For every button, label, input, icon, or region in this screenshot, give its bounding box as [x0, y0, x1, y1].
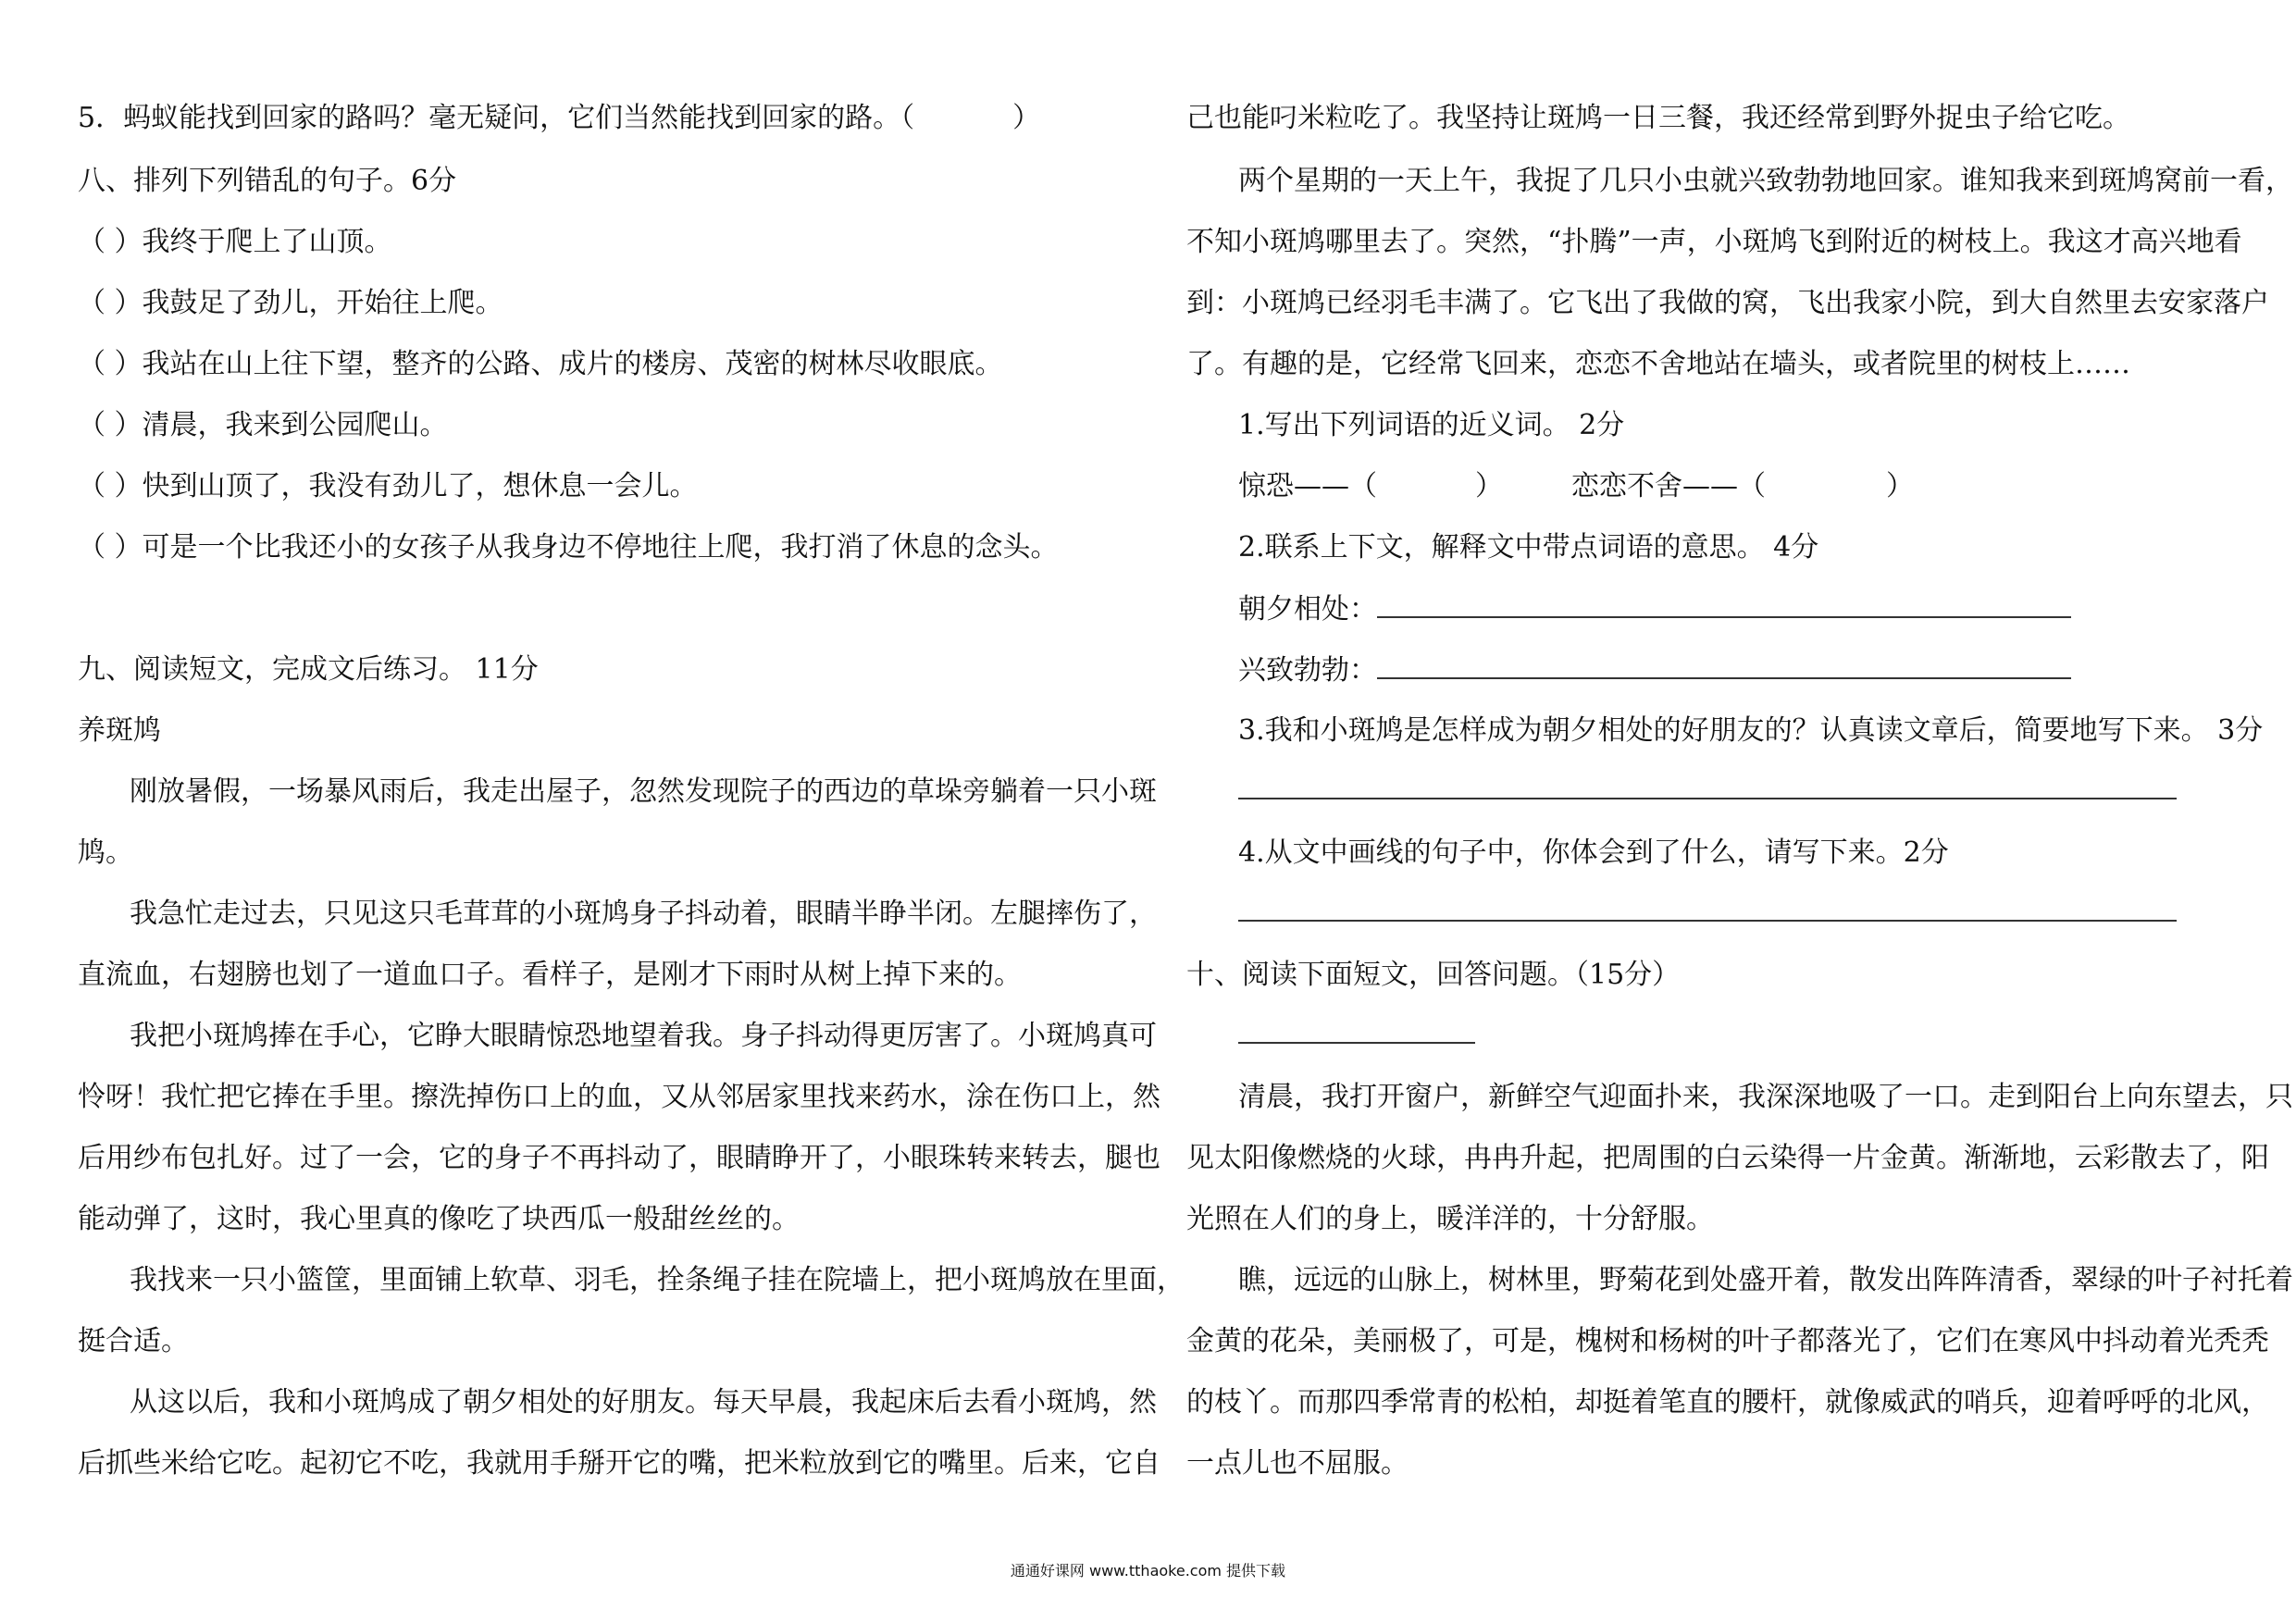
story-line: 不知小斑鸠哪里去了。突然，“扑腾”一声，小斑鸠飞到附近的树枝上。我这才高兴地看 — [1186, 226, 2242, 258]
question-3: 3.我和小斑鸠是怎样成为朝夕相处的好朋友的？认真读文章后，简要地写下来。 3分 — [1238, 714, 2264, 747]
story-line: 我急忙走过去，只见这只毛茸茸的小斑鸠身子抖动着，眼睛半睁半闭。左腿摔伤了， — [130, 898, 1157, 930]
story-line: 我找来一只小篮筐，里面铺上软草、羽毛，拴条绳子挂在院墙上，把小斑鸠放在里面， — [130, 1264, 1185, 1296]
story-line: 从这以后，我和小斑鸠成了朝夕相处的好朋友。每天早晨，我起床后去看小斑鸠，然 — [130, 1386, 1157, 1419]
answer-line[interactable] — [1238, 798, 2177, 799]
answer-line[interactable] — [1377, 590, 2071, 618]
story-line: 怜呀！我忙把它捧在手里。擦洗掉伤口上的血，又从邻居家里找来药水，涂在伤口上，然 — [78, 1081, 1160, 1113]
sentence-item: （ ）可是一个比我还小的女孩子从我身边不停地往上爬，我打消了休息的念头。 — [78, 531, 1059, 564]
story-line: 挺合适。 — [78, 1325, 189, 1357]
section-9-title: 九、阅读短文，完成文后练习。 11分 — [78, 653, 539, 686]
question-5: 5．蚂蚁能找到回家的路吗？毫无疑问，它们当然能找到回家的路。（ ） — [78, 102, 1041, 134]
footer-credit: 通通好课网 www.tthaoke.com 提供下载 — [1010, 1562, 1286, 1580]
passage-line: 金黄的花朵，美丽极了，可是，槐树和杨树的叶子都落光了，它们在寒风中抖动着光秃秃 — [1186, 1325, 2269, 1357]
story-line: 了。有趣的是，它经常飞回来，恋恋不舍地站在墙头，或者院里的树枝上…… — [1186, 348, 2130, 380]
story-line: 鸠。 — [78, 836, 133, 869]
story-line: 能动弹了，这时，我心里真的像吃了块西瓜一般甜丝丝的。 — [78, 1203, 800, 1235]
passage-line: 一点儿也不屈服。 — [1186, 1447, 1409, 1480]
story-line: 直流血，右翅膀也划了一道血口子。看样子，是刚才下雨时从树上掉下来的。 — [78, 959, 1022, 991]
story-line: 后用纱布包扎好。过了一会，它的身子不再抖动了，眼睛睁开了，小眼珠转来转去，腿也 — [78, 1142, 1160, 1174]
story-title: 养斑鸠 — [78, 714, 161, 747]
sentence-item: （ ）清晨，我来到公园爬山。 — [78, 409, 448, 441]
sentence-item: （ ）我站在山上往下望，整齐的公路、成片的楼房、茂密的树林尽收眼底。 — [78, 348, 1003, 380]
answer-line[interactable] — [1238, 920, 2177, 922]
sentence-item: （ ）我终于爬上了山顶。 — [78, 226, 392, 258]
sentence-item: （ ）快到山顶了，我没有劲儿了，想休息一会儿。 — [78, 470, 698, 502]
passage-line: 光照在人们的身上，暖洋洋的，十分舒服。 — [1186, 1203, 1714, 1235]
answer-line[interactable] — [1377, 651, 2071, 679]
answer-row-xingzhi: 兴致勃勃： — [1238, 651, 2071, 689]
title-blank-line[interactable] — [1238, 1042, 1475, 1044]
question-2: 2.联系上下文，解释文中带点词语的意思。 4分 — [1238, 531, 1819, 564]
story-line: 两个星期的一天上午，我捉了几只小虫就兴致勃勃地回家。谁知我来到斑鸠窝前一看， — [1238, 165, 2293, 197]
answer-row-zhaoxi: 朝夕相处： — [1238, 590, 2071, 628]
synonym-row: 惊恐——（ ） 恋恋不舍——（ ） — [1238, 470, 1914, 502]
passage-line: 清晨，我打开窗户，新鲜空气迎面扑来，我深深地吸了一口。走到阳台上向东望去，只 — [1238, 1081, 2293, 1113]
passage-line: 瞧，远远的山脉上，树林里，野菊花到处盛开着，散发出阵阵清香，翠绿的叶子衬托着 — [1238, 1264, 2293, 1296]
section-10-title: 十、阅读下面短文，回答问题。（15分） — [1186, 959, 1681, 991]
story-line: 己也能叼米粒吃了。我坚持让斑鸠一日三餐，我还经常到野外捉虫子给它吃。 — [1186, 102, 2130, 134]
section-8-title: 八、排列下列错乱的句子。6分 — [78, 165, 457, 197]
question-1: 1.写出下列词语的近义词。 2分 — [1238, 409, 1625, 441]
story-line: 后抓些米给它吃。起初它不吃，我就用手掰开它的嘴，把米粒放到它的嘴里。后来，它自 — [78, 1447, 1160, 1480]
story-line: 到：小斑鸠已经羽毛丰满了。它飞出了我做的窝，飞出我家小院，到大自然里去安家落户 — [1186, 287, 2269, 319]
story-line: 我把小斑鸠捧在手心，它睁大眼睛惊恐地望着我。身子抖动得更厉害了。小斑鸠真可 — [130, 1020, 1157, 1052]
passage-line: 见太阳像燃烧的火球，冉冉升起，把周围的白云染得一片金黄。渐渐地，云彩散去了，阳 — [1186, 1142, 2269, 1174]
question-4: 4.从文中画线的句子中，你体会到了什么，请写下来。2分 — [1238, 836, 1949, 869]
passage-line: 的枝丫。而那四季常青的松柏，却挺着笔直的腰杆，就像威武的哨兵，迎着呼呼的北风， — [1186, 1386, 2269, 1419]
story-line: 刚放暑假，一场暴风雨后，我走出屋子，忽然发现院子的西边的草垛旁躺着一只小斑 — [130, 775, 1157, 808]
sentence-item: （ ）我鼓足了劲儿，开始往上爬。 — [78, 287, 503, 319]
